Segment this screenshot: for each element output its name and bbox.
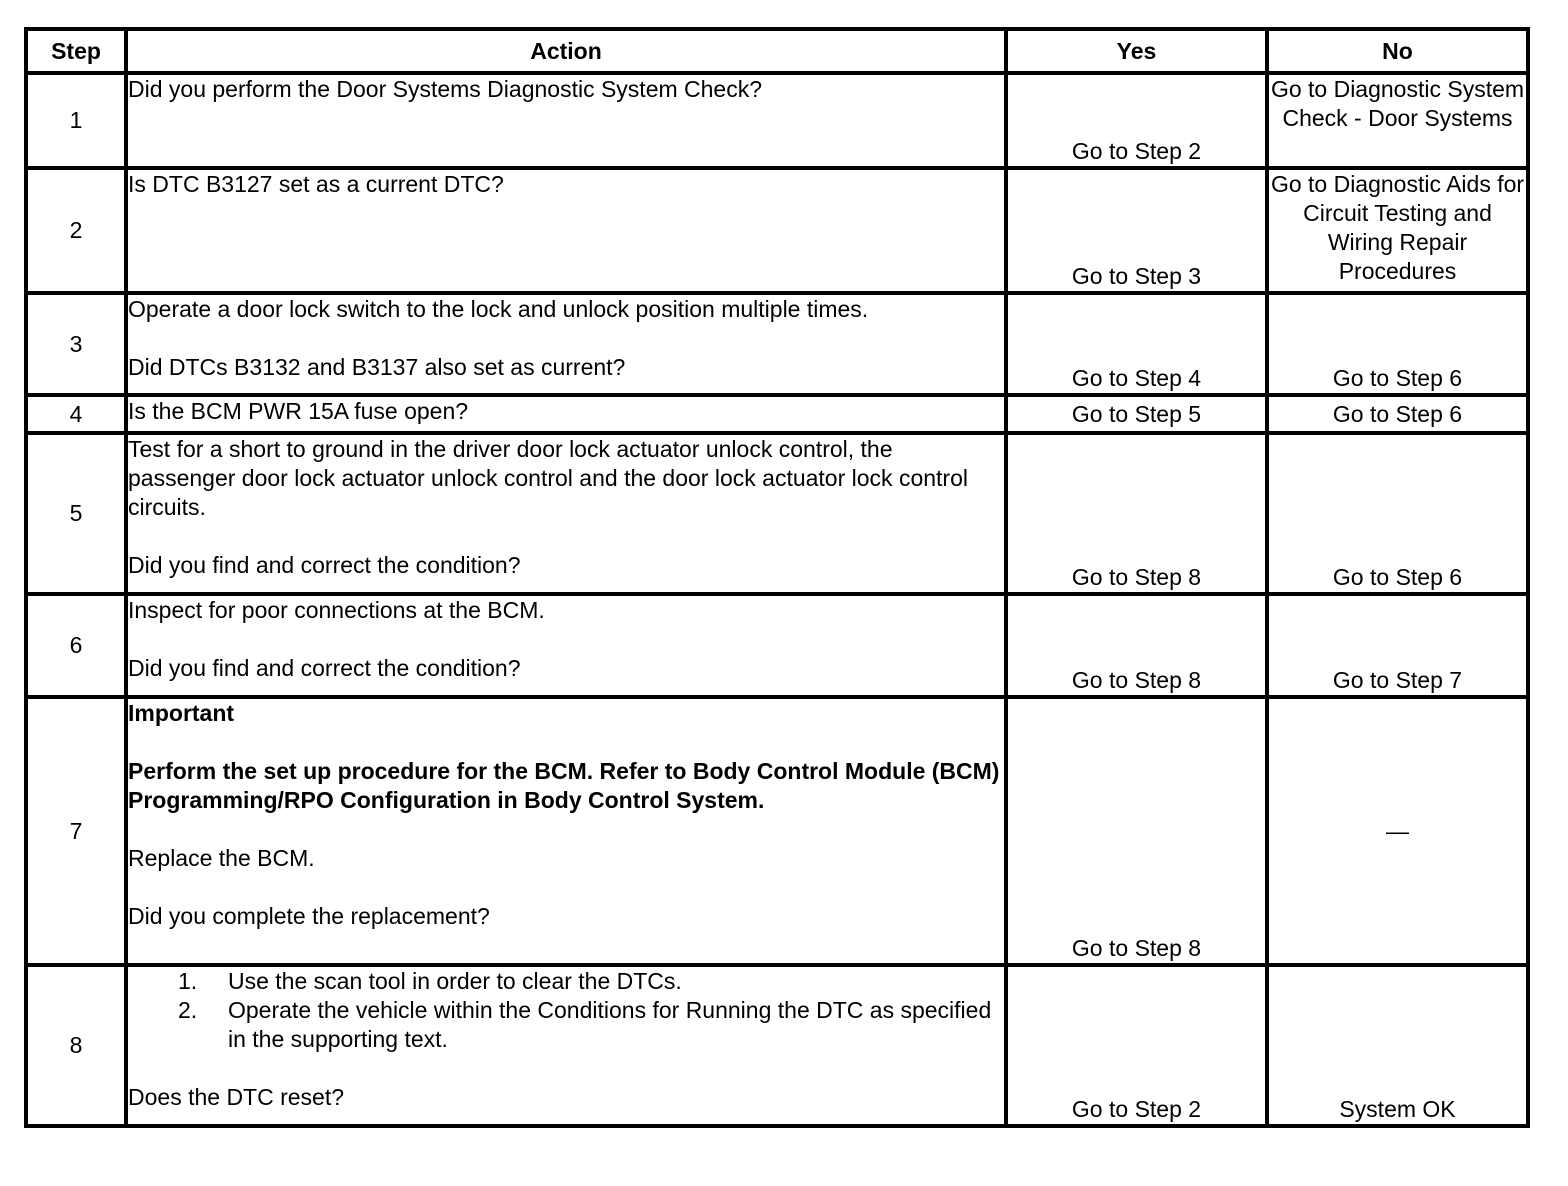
action-cell — [126, 697, 1006, 965]
yes-cell: Go to Step 8 — [1006, 697, 1267, 965]
action-cell — [126, 395, 1006, 433]
no-cell: System OK — [1267, 965, 1528, 1126]
spacer — [128, 815, 1004, 844]
step-number: 2 — [26, 168, 126, 293]
table-row — [26, 293, 1528, 395]
action-question: Did DTCs B3132 and B3137 also set as current? — [128, 354, 626, 380]
numbered-list — [128, 967, 1004, 1054]
important-label: Important — [128, 700, 235, 726]
action-text: Replace the BCM. — [128, 845, 315, 871]
important-text: Perform the set up procedure for the BCM. Refer to Body Control Module (BCM) Programming/RPO Configuration in Body Control System. — [128, 758, 1000, 813]
action-question: Does the DTC reset? — [128, 1084, 345, 1110]
header-action: Action — [126, 29, 1006, 73]
spacer — [128, 728, 1004, 757]
action-cell — [126, 433, 1006, 594]
action-question: Did you find and correct the condition? — [128, 655, 521, 681]
action-text: Did you perform the Door Systems Diagnostic System Check? — [128, 76, 763, 102]
action-text: Inspect for poor connections at the BCM. — [128, 597, 545, 623]
yes-cell: Go to Step 3 — [1006, 168, 1267, 293]
action-text: Test for a short to ground in the driver door lock actuator unlock control, the passenger door lock actuator unlock control and the door lock actuator lock control circuits. — [128, 436, 968, 520]
table-row — [26, 697, 1528, 965]
no-cell: Go to Diagnostic System Check - Door Systems — [1267, 73, 1528, 168]
step-number: 6 — [26, 594, 126, 697]
step-number: 4 — [26, 395, 126, 433]
table-row — [26, 73, 1528, 168]
header-yes: Yes — [1006, 29, 1267, 73]
yes-cell: Go to Step 4 — [1006, 293, 1267, 395]
table-row — [26, 395, 1528, 433]
yes-cell: Go to Step 2 — [1006, 73, 1267, 168]
action-question: Did you find and correct the condition? — [128, 552, 521, 578]
action-cell — [126, 594, 1006, 697]
table-row — [26, 594, 1528, 697]
list-number: 1. — [178, 968, 198, 994]
step-number: 7 — [26, 697, 126, 965]
step-number: 5 — [26, 433, 126, 594]
no-cell: Go to Step 7 — [1267, 594, 1528, 697]
list-text: Operate the vehicle within the Conditions for Running the DTC as specified in the supporting text. — [228, 997, 992, 1052]
table-row — [26, 965, 1528, 1126]
spacer — [128, 873, 1004, 902]
action-text: Is the BCM PWR 15A fuse open? — [128, 398, 469, 424]
list-item — [178, 967, 1004, 996]
action-question: Did you complete the replacement? — [128, 903, 490, 929]
list-item — [178, 996, 1004, 1054]
action-text: Is DTC B3127 set as a current DTC? — [128, 171, 504, 197]
diagnostic-table — [24, 27, 1530, 1128]
step-number: 3 — [26, 293, 126, 395]
no-cell: — — [1267, 697, 1528, 965]
spacer — [128, 625, 1004, 654]
step-number: 1 — [26, 73, 126, 168]
spacer — [128, 1054, 1004, 1083]
header-row — [26, 29, 1528, 73]
yes-cell: Go to Step 8 — [1006, 594, 1267, 697]
spacer — [128, 522, 1004, 551]
no-cell: Go to Diagnostic Aids for Circuit Testing and Wiring Repair Procedures — [1267, 168, 1528, 293]
spacer — [128, 324, 1004, 353]
yes-cell: Go to Step 5 — [1006, 395, 1267, 433]
yes-cell: Go to Step 2 — [1006, 965, 1267, 1126]
no-cell: Go to Step 6 — [1267, 293, 1528, 395]
action-cell — [126, 168, 1006, 293]
table-row — [26, 168, 1528, 293]
header-no: No — [1267, 29, 1528, 73]
yes-cell: Go to Step 8 — [1006, 433, 1267, 594]
header-step: Step — [26, 29, 126, 73]
list-text: Use the scan tool in order to clear the DTCs. — [228, 968, 682, 994]
action-cell — [126, 965, 1006, 1126]
action-cell — [126, 293, 1006, 395]
step-number: 8 — [26, 965, 126, 1126]
action-cell — [126, 73, 1006, 168]
list-number: 2. — [178, 997, 198, 1023]
no-cell: Go to Step 6 — [1267, 433, 1528, 594]
action-text: Operate a door lock switch to the lock and unlock position multiple times. — [128, 296, 869, 322]
table-row — [26, 433, 1528, 594]
no-cell: Go to Step 6 — [1267, 395, 1528, 433]
